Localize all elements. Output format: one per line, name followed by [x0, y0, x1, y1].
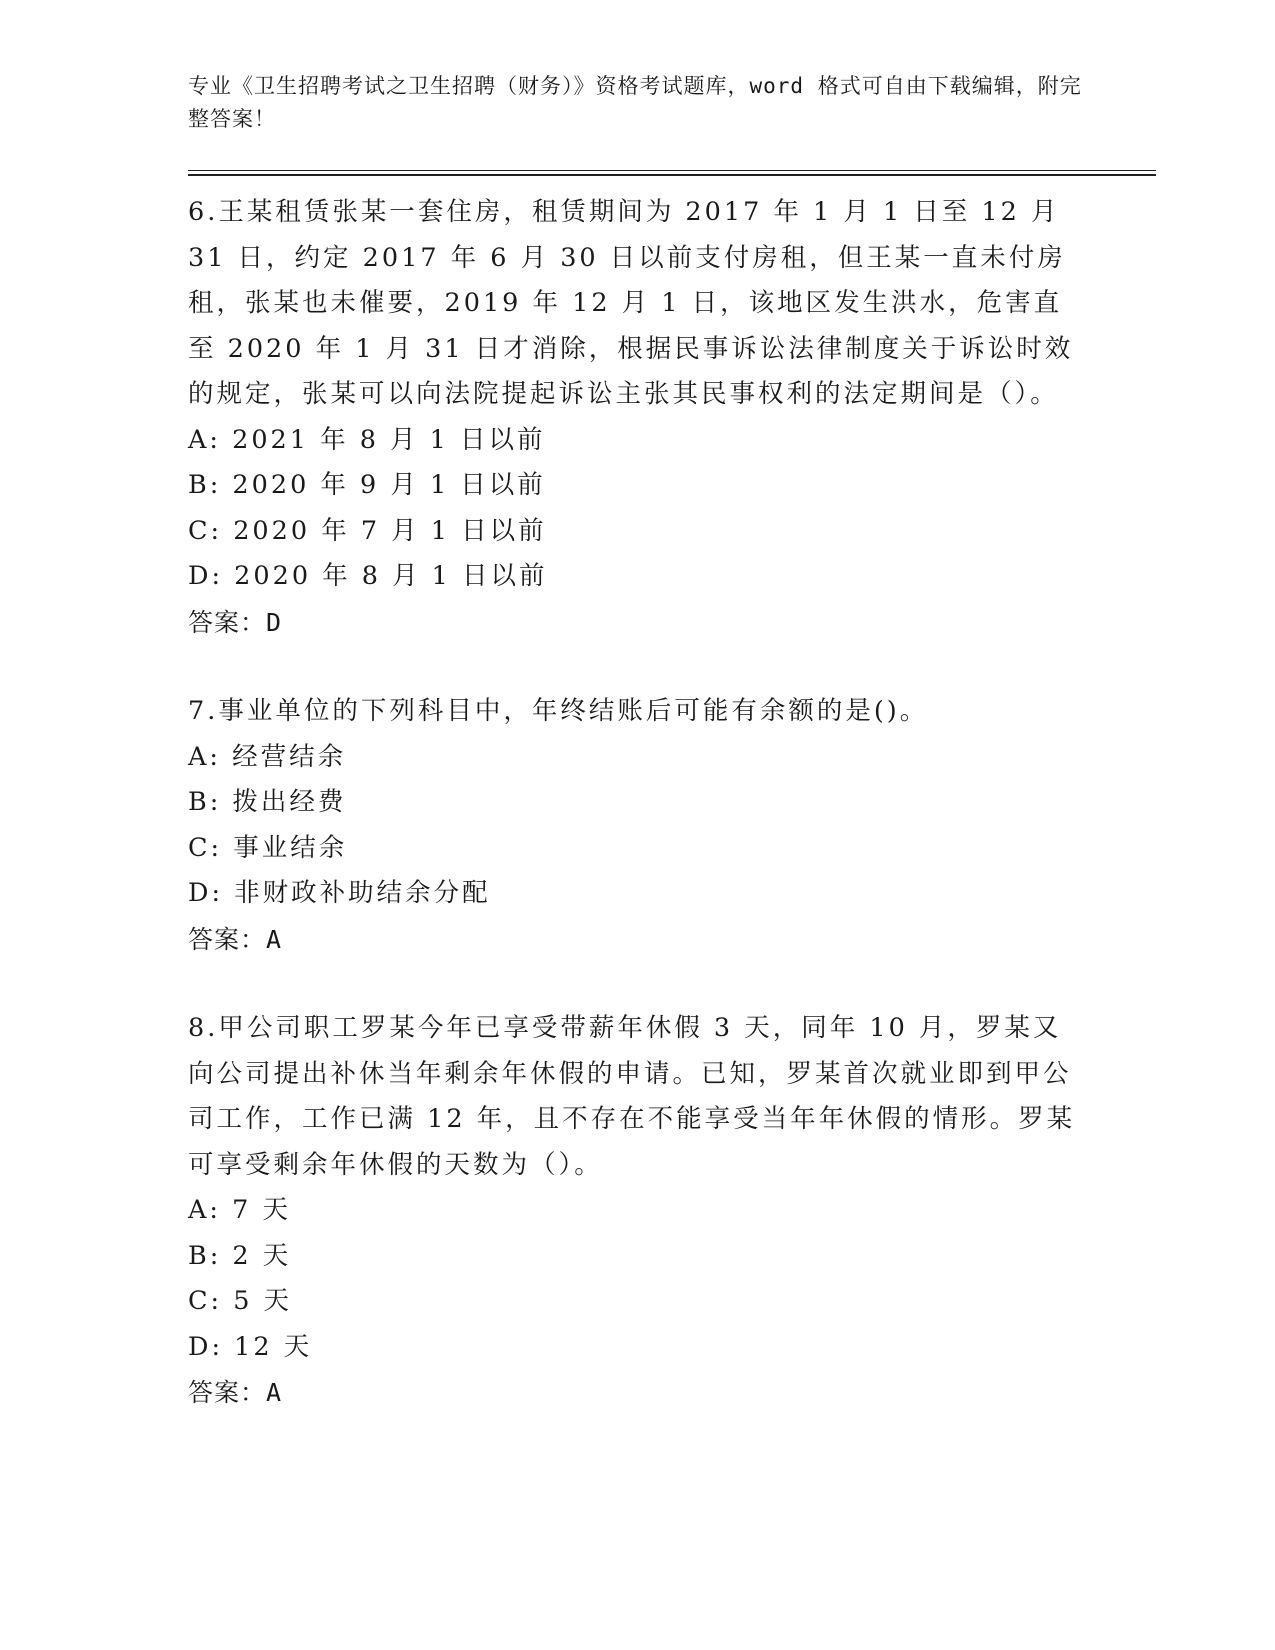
question-6 — [188, 190, 1088, 645]
option-c: C: 5 天 — [188, 1286, 293, 1316]
answer-line: 答案：A — [188, 924, 283, 954]
header-divider — [188, 170, 1156, 176]
option-a: A: 经营结余 — [188, 741, 347, 772]
question-spacer — [188, 645, 1088, 689]
option-b: B: 2020 年 9 月 1 日以前 — [188, 470, 546, 500]
option-a: A: 7 天 — [188, 1195, 291, 1225]
question-stem: 6.王某租赁张某一套住房，租赁期间为 2017 年 1 月 1 日至 12 月 31 日，约定 2017 年 6 月 30 日以前支付房租，但王某一直未付房租，张某也未催要，2019 年 12 月 1 日，该地区发生洪水，危害直至 2020 年 1 月 31 日才消除，根据民事诉讼法律制度关于诉讼时效的规定，张某可以向法院提起诉讼主张其民事权利的法定期间是（）。 — [188, 197, 1074, 409]
option-b: B: 2 天 — [188, 1240, 292, 1271]
option-d: D: 非财政补助结余分配 — [188, 878, 491, 908]
option-c: C: 2020 年 7 月 1 日以前 — [188, 515, 547, 546]
option-b: B: 拨出经费 — [188, 787, 347, 817]
option-a: A: 2021 年 8 月 1 日以前 — [188, 424, 546, 455]
question-stem: 8.甲公司职工罗某今年已享受带薪年休假 3 天，同年 10 月，罗某又向公司提出补休当年剩余年休假的申请。已知，罗某首次就业即到甲公司工作，工作已满 12 年，且不存在不能享受当年年休假的情形。罗某可享受剩余年休假的天数为（）。 — [188, 1013, 1076, 1180]
question-stem: 7.事业单位的下列科目中，年终结账后可能有余额的是()。 — [188, 696, 929, 726]
question-7 — [188, 689, 1088, 962]
answer-line: 答案：D — [188, 607, 283, 637]
document-page — [188, 70, 1088, 1416]
answer-line: 答案：A — [188, 1378, 283, 1407]
question-spacer — [188, 962, 1088, 1006]
option-d: D: 12 天 — [188, 1331, 313, 1362]
option-c: C: 事业结余 — [188, 832, 348, 863]
option-d: D: 2020 年 8 月 1 日以前 — [188, 561, 548, 591]
document-intro: 专业《卫生招聘考试之卫生招聘（财务）》资格考试题库，word 格式可自由下载编辑，附完整答案！ — [188, 74, 1082, 131]
question-8 — [188, 1006, 1088, 1416]
